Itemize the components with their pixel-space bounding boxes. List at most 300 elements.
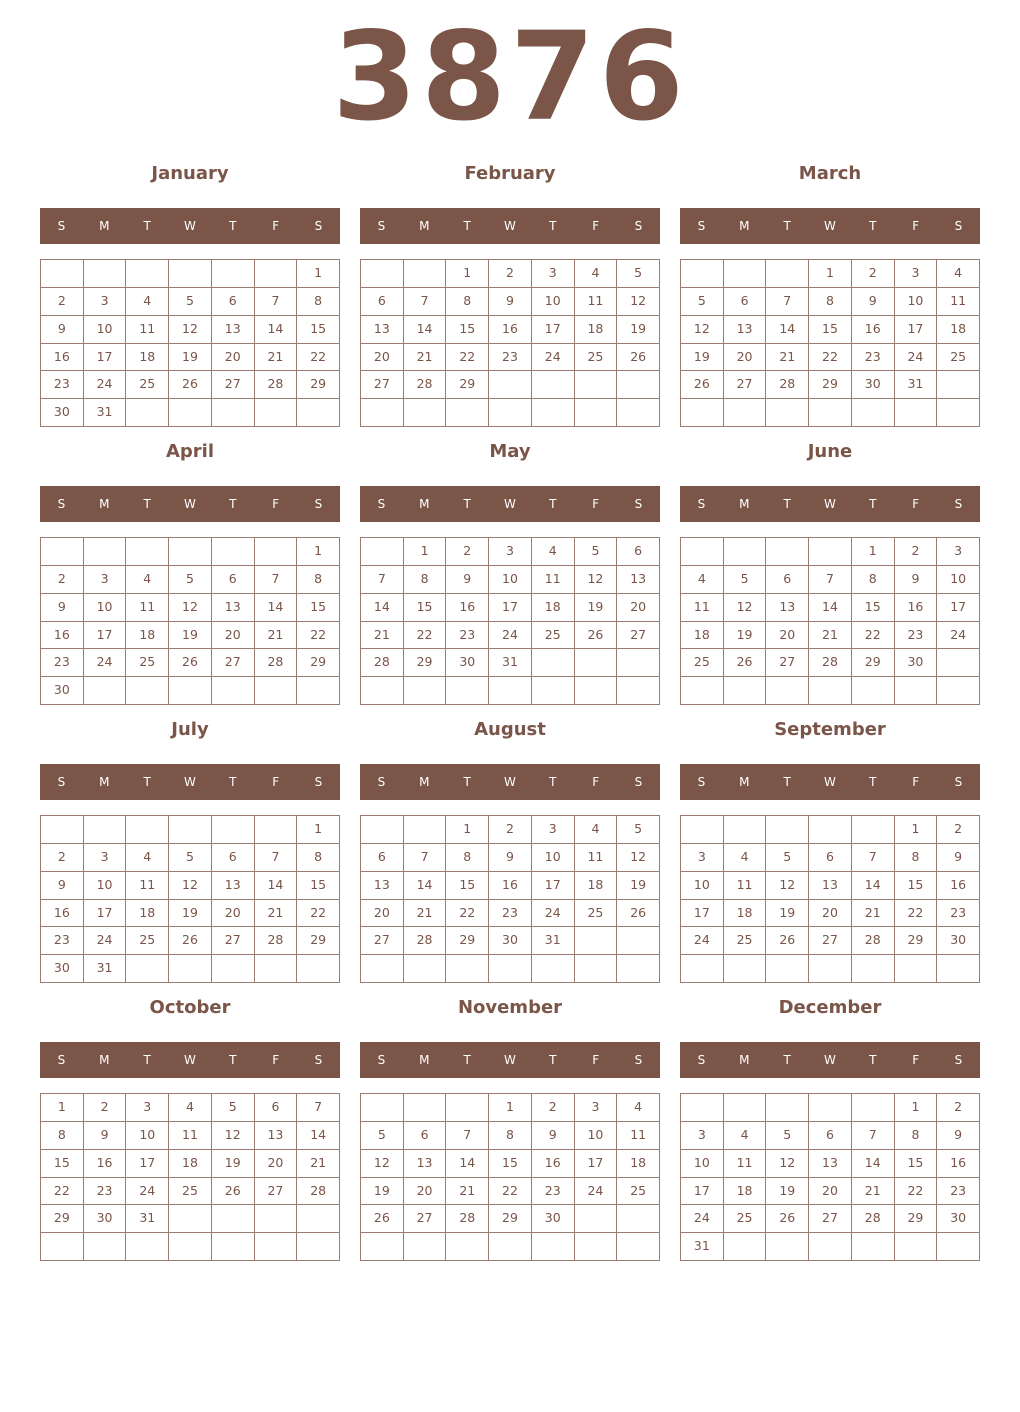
day-cell: 13 (212, 594, 255, 622)
day-cell (212, 955, 255, 983)
day-cell: 24 (126, 1178, 169, 1206)
day-cell: 26 (766, 927, 809, 955)
weekday-label: M (739, 1053, 750, 1067)
day-cell: 19 (169, 622, 212, 650)
day-cell: 29 (404, 649, 447, 677)
day-cell (41, 1233, 84, 1261)
day-cell: 23 (852, 344, 895, 372)
day-cell (361, 955, 404, 983)
day-cell: 5 (724, 566, 767, 594)
day-cell: 14 (255, 872, 298, 900)
day-cell (681, 260, 724, 288)
day-cell: 4 (126, 844, 169, 872)
day-cell: 31 (126, 1205, 169, 1233)
day-cell (126, 538, 169, 566)
weekday-label: S (377, 1053, 386, 1067)
day-cell: 21 (361, 622, 404, 650)
day-cell: 24 (84, 927, 127, 955)
day-cell: 20 (255, 1150, 298, 1178)
day-cell: 25 (575, 900, 618, 928)
day-cell (404, 1094, 447, 1122)
day-cell: 11 (617, 1122, 660, 1150)
day-cell: 5 (575, 538, 618, 566)
day-cell: 27 (724, 371, 767, 399)
day-cell (297, 1205, 340, 1233)
day-cell (852, 1094, 895, 1122)
day-cell: 4 (575, 260, 618, 288)
day-cell: 8 (895, 844, 938, 872)
weekday-label: M (99, 219, 110, 233)
month-name: January (151, 163, 229, 184)
weekday-label: F (272, 219, 280, 233)
day-cell (724, 538, 767, 566)
day-cell: 24 (681, 1205, 724, 1233)
weekday-label: M (419, 219, 430, 233)
day-cell: 5 (617, 260, 660, 288)
day-cell (575, 649, 618, 677)
day-cell: 14 (852, 1150, 895, 1178)
day-cell (84, 538, 127, 566)
weekday-label: W (504, 219, 516, 233)
day-cell: 16 (852, 316, 895, 344)
day-cell: 15 (895, 872, 938, 900)
day-cell: 14 (404, 316, 447, 344)
weekday-label: M (99, 775, 110, 789)
weekday-label: S (314, 775, 323, 789)
day-cell: 4 (724, 1122, 767, 1150)
day-cell (766, 538, 809, 566)
day-cell: 24 (937, 622, 980, 650)
day-cell: 30 (41, 399, 84, 427)
day-cell: 9 (84, 1122, 127, 1150)
day-cell: 4 (681, 566, 724, 594)
month-name: September (774, 719, 886, 740)
day-cell: 23 (41, 649, 84, 677)
weekday-label: T (783, 497, 791, 511)
day-cell: 4 (532, 538, 575, 566)
day-cell (489, 399, 532, 427)
day-cell (126, 816, 169, 844)
day-cell: 28 (255, 371, 298, 399)
day-cell: 26 (212, 1178, 255, 1206)
day-cell: 2 (852, 260, 895, 288)
weekday-label: M (419, 497, 430, 511)
day-cell: 29 (446, 371, 489, 399)
day-cell: 28 (852, 1205, 895, 1233)
weekday-label: T (549, 219, 557, 233)
weekday-label: T (143, 219, 151, 233)
day-cell: 7 (255, 844, 298, 872)
day-cell: 19 (575, 594, 618, 622)
day-cell (681, 677, 724, 705)
day-cell (575, 1205, 618, 1233)
day-cell: 27 (255, 1178, 298, 1206)
month-june (680, 438, 980, 708)
day-cell (212, 399, 255, 427)
day-cell: 31 (489, 649, 532, 677)
day-cell: 27 (404, 1205, 447, 1233)
day-cell: 1 (895, 1094, 938, 1122)
day-cell (446, 1233, 489, 1261)
day-cell: 11 (126, 872, 169, 900)
day-cell: 7 (297, 1094, 340, 1122)
day-cell (575, 371, 618, 399)
day-cell (575, 1233, 618, 1261)
day-cell: 19 (724, 622, 767, 650)
day-cell (212, 816, 255, 844)
month-october (40, 994, 340, 1264)
day-cell: 13 (766, 594, 809, 622)
day-cell: 14 (766, 316, 809, 344)
day-cell: 22 (41, 1178, 84, 1206)
day-cell: 24 (575, 1178, 618, 1206)
day-cell: 6 (766, 566, 809, 594)
day-cell (724, 816, 767, 844)
day-cell: 21 (852, 1178, 895, 1206)
day-cell (255, 538, 298, 566)
weekday-label: T (229, 775, 237, 789)
day-cell: 5 (361, 1122, 404, 1150)
day-cell (532, 649, 575, 677)
day-cell: 1 (446, 260, 489, 288)
day-cell: 12 (169, 872, 212, 900)
day-cell (809, 1094, 852, 1122)
day-cell: 26 (766, 1205, 809, 1233)
day-cell: 15 (852, 594, 895, 622)
day-cell: 7 (852, 844, 895, 872)
day-cell (937, 399, 980, 427)
day-cell: 3 (895, 260, 938, 288)
day-cell: 14 (255, 316, 298, 344)
weekday-header (360, 1042, 660, 1078)
day-cell: 9 (41, 316, 84, 344)
day-cell: 18 (169, 1150, 212, 1178)
day-cell: 11 (937, 288, 980, 316)
day-cell (361, 816, 404, 844)
day-cell: 25 (575, 344, 618, 372)
day-cell: 5 (212, 1094, 255, 1122)
day-cell: 24 (84, 649, 127, 677)
day-cell (404, 260, 447, 288)
day-cell: 26 (361, 1205, 404, 1233)
day-cell: 9 (41, 872, 84, 900)
day-cell: 4 (724, 844, 767, 872)
day-cell: 27 (766, 649, 809, 677)
month-name: April (165, 441, 215, 462)
day-cell: 8 (297, 844, 340, 872)
day-cell: 24 (489, 622, 532, 650)
day-cell: 6 (404, 1122, 447, 1150)
weekday-header (360, 208, 660, 244)
day-cell: 4 (169, 1094, 212, 1122)
weekday-label: F (592, 775, 600, 789)
weekday-label: T (783, 219, 791, 233)
weekday-label: S (57, 775, 66, 789)
day-cell: 11 (126, 594, 169, 622)
day-cell (895, 677, 938, 705)
day-cell: 25 (126, 927, 169, 955)
day-cell: 14 (809, 594, 852, 622)
weekday-label: S (697, 1053, 706, 1067)
day-cell: 20 (809, 900, 852, 928)
weekday-label: S (954, 1053, 963, 1067)
weekday-label: T (869, 497, 877, 511)
day-cell (255, 399, 298, 427)
day-cell: 23 (489, 344, 532, 372)
day-cell (169, 538, 212, 566)
day-cell (297, 955, 340, 983)
day-cell (361, 260, 404, 288)
day-cell: 29 (895, 927, 938, 955)
day-cell: 17 (84, 900, 127, 928)
day-cell (617, 955, 660, 983)
day-cell: 11 (575, 844, 618, 872)
day-cell: 7 (361, 566, 404, 594)
day-cell: 5 (617, 816, 660, 844)
day-cell: 13 (809, 1150, 852, 1178)
day-cell (937, 1233, 980, 1261)
day-cell (895, 955, 938, 983)
weekday-label: S (314, 219, 323, 233)
weekday-label: W (824, 497, 836, 511)
day-cell: 15 (446, 316, 489, 344)
weekday-label: M (419, 775, 430, 789)
day-cell: 8 (297, 288, 340, 316)
day-cell: 22 (446, 900, 489, 928)
day-cell: 2 (937, 1094, 980, 1122)
day-cell (84, 816, 127, 844)
day-cell: 30 (895, 649, 938, 677)
day-cell (255, 677, 298, 705)
day-cell (937, 677, 980, 705)
day-cell: 2 (895, 538, 938, 566)
day-grid (360, 815, 660, 983)
day-cell (809, 399, 852, 427)
day-cell: 2 (937, 816, 980, 844)
day-cell: 2 (41, 288, 84, 316)
day-cell: 30 (852, 371, 895, 399)
year-title: 3876 (332, 6, 688, 148)
day-cell: 25 (937, 344, 980, 372)
day-cell: 22 (446, 344, 489, 372)
day-cell: 30 (937, 927, 980, 955)
day-cell: 23 (41, 927, 84, 955)
day-cell: 7 (255, 566, 298, 594)
weekday-label: M (739, 219, 750, 233)
day-cell: 15 (297, 594, 340, 622)
day-cell: 6 (212, 288, 255, 316)
day-cell (404, 677, 447, 705)
day-cell (126, 399, 169, 427)
weekday-label: F (912, 497, 920, 511)
day-cell (617, 399, 660, 427)
day-cell (169, 260, 212, 288)
month-name: February (464, 163, 556, 184)
day-cell: 6 (809, 844, 852, 872)
day-cell: 10 (84, 872, 127, 900)
weekday-label: F (272, 497, 280, 511)
weekday-label: W (184, 497, 196, 511)
weekday-header (40, 486, 340, 522)
weekday-label: W (504, 775, 516, 789)
day-cell: 27 (617, 622, 660, 650)
weekday-label: W (184, 775, 196, 789)
day-cell: 31 (84, 955, 127, 983)
weekday-label: S (954, 775, 963, 789)
day-cell (84, 677, 127, 705)
day-cell: 22 (297, 344, 340, 372)
day-cell (809, 538, 852, 566)
day-grid (680, 815, 980, 983)
day-cell: 23 (895, 622, 938, 650)
day-cell: 29 (41, 1205, 84, 1233)
day-cell (681, 816, 724, 844)
day-grid (680, 259, 980, 427)
day-cell: 2 (84, 1094, 127, 1122)
day-cell: 11 (169, 1122, 212, 1150)
day-cell: 6 (361, 288, 404, 316)
month-august (360, 716, 660, 986)
day-cell: 23 (532, 1178, 575, 1206)
day-cell: 2 (489, 260, 532, 288)
day-cell: 24 (532, 344, 575, 372)
day-cell: 13 (724, 316, 767, 344)
weekday-label: W (824, 219, 836, 233)
day-cell: 4 (126, 288, 169, 316)
day-cell: 28 (255, 927, 298, 955)
day-cell: 3 (126, 1094, 169, 1122)
day-cell: 6 (724, 288, 767, 316)
day-cell (937, 371, 980, 399)
day-cell: 17 (84, 622, 127, 650)
day-cell (852, 677, 895, 705)
day-cell (724, 677, 767, 705)
day-cell: 21 (255, 900, 298, 928)
day-grid (680, 1093, 980, 1261)
month-september (680, 716, 980, 986)
day-cell: 22 (895, 1178, 938, 1206)
day-cell: 30 (489, 927, 532, 955)
month-name: November (457, 997, 563, 1018)
day-cell: 28 (446, 1205, 489, 1233)
day-cell (766, 1233, 809, 1261)
day-cell: 14 (852, 872, 895, 900)
day-cell: 31 (895, 371, 938, 399)
day-cell: 23 (446, 622, 489, 650)
month-july (40, 716, 340, 986)
day-cell (404, 816, 447, 844)
weekday-label: T (783, 1053, 791, 1067)
day-cell (41, 260, 84, 288)
day-cell: 1 (297, 260, 340, 288)
day-cell (255, 816, 298, 844)
day-cell (617, 677, 660, 705)
day-cell (766, 1094, 809, 1122)
day-cell: 26 (575, 622, 618, 650)
day-cell: 16 (446, 594, 489, 622)
day-cell (852, 816, 895, 844)
day-cell: 28 (255, 649, 298, 677)
day-cell (446, 399, 489, 427)
day-cell: 1 (489, 1094, 532, 1122)
day-cell: 3 (532, 816, 575, 844)
weekday-label: S (634, 497, 643, 511)
day-cell: 23 (84, 1178, 127, 1206)
day-cell: 17 (895, 316, 938, 344)
day-cell: 1 (852, 538, 895, 566)
weekday-label: S (57, 219, 66, 233)
day-cell (361, 399, 404, 427)
day-cell: 11 (532, 566, 575, 594)
day-cell: 27 (809, 1205, 852, 1233)
day-cell: 16 (84, 1150, 127, 1178)
day-cell: 8 (852, 566, 895, 594)
day-cell: 21 (852, 900, 895, 928)
day-cell: 27 (809, 927, 852, 955)
day-cell: 19 (617, 872, 660, 900)
day-cell (126, 1233, 169, 1261)
day-cell: 28 (852, 927, 895, 955)
day-cell: 7 (852, 1122, 895, 1150)
day-cell: 1 (297, 538, 340, 566)
weekday-label: T (143, 1053, 151, 1067)
day-cell: 14 (255, 594, 298, 622)
day-cell (681, 538, 724, 566)
day-cell: 20 (212, 900, 255, 928)
day-cell: 7 (255, 288, 298, 316)
day-cell (255, 955, 298, 983)
day-cell: 10 (84, 594, 127, 622)
day-cell (937, 649, 980, 677)
weekday-label: S (634, 775, 643, 789)
day-cell: 15 (404, 594, 447, 622)
day-cell: 18 (575, 872, 618, 900)
day-cell: 7 (446, 1122, 489, 1150)
day-cell: 17 (575, 1150, 618, 1178)
day-cell: 18 (937, 316, 980, 344)
day-cell: 22 (895, 900, 938, 928)
day-cell: 25 (126, 371, 169, 399)
day-cell (766, 677, 809, 705)
day-grid (360, 537, 660, 705)
day-cell: 7 (809, 566, 852, 594)
day-cell: 17 (126, 1150, 169, 1178)
day-cell (895, 399, 938, 427)
day-cell (852, 399, 895, 427)
day-cell (852, 955, 895, 983)
day-cell: 18 (126, 900, 169, 928)
day-cell: 11 (724, 872, 767, 900)
day-cell: 28 (404, 927, 447, 955)
day-cell: 14 (446, 1150, 489, 1178)
weekday-header (680, 208, 980, 244)
day-cell: 16 (41, 344, 84, 372)
weekday-label: T (229, 497, 237, 511)
weekday-label: F (592, 497, 600, 511)
day-cell (255, 260, 298, 288)
day-cell (361, 677, 404, 705)
day-cell: 3 (937, 538, 980, 566)
day-cell: 8 (895, 1122, 938, 1150)
weekday-label: F (912, 1053, 920, 1067)
weekday-header (680, 1042, 980, 1078)
day-cell: 25 (169, 1178, 212, 1206)
day-cell (169, 1233, 212, 1261)
day-cell: 18 (681, 622, 724, 650)
day-cell: 20 (809, 1178, 852, 1206)
day-cell (575, 399, 618, 427)
month-name: March (798, 163, 862, 184)
